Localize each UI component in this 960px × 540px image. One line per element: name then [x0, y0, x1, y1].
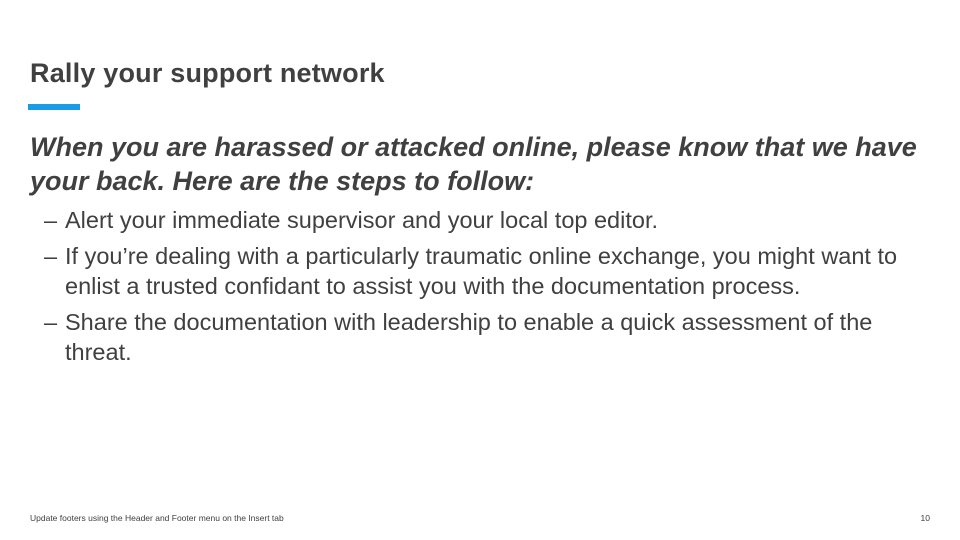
- footer-text: Update footers using the Header and Footer menu on the Insert tab: [30, 513, 284, 523]
- bullet-text: If you’re dealing with a particularly traumatic online exchange, you might want to enlist a trusted confidant to assist you with the documentation process.: [65, 243, 898, 299]
- page-number: 10: [920, 513, 930, 523]
- bullet-text: Share the documentation with leadership to enable a quick assessment of the threat.: [65, 309, 873, 365]
- bullet-marker: –: [44, 243, 58, 269]
- lead-text: When you are harassed or attacked online, please know that we have your back. Here are the steps to follow:: [30, 132, 917, 196]
- bullet-marker: –: [44, 207, 58, 233]
- list-item: [44, 241, 934, 301]
- bullet-list: [44, 205, 934, 373]
- slide-title: Rally your support network: [30, 58, 385, 88]
- list-item: [44, 205, 934, 235]
- bullet-marker: –: [44, 309, 58, 335]
- list-item: [44, 307, 934, 367]
- bullet-text: Alert your immediate supervisor and your local top editor.: [65, 207, 659, 233]
- title-accent-bar: [28, 104, 80, 110]
